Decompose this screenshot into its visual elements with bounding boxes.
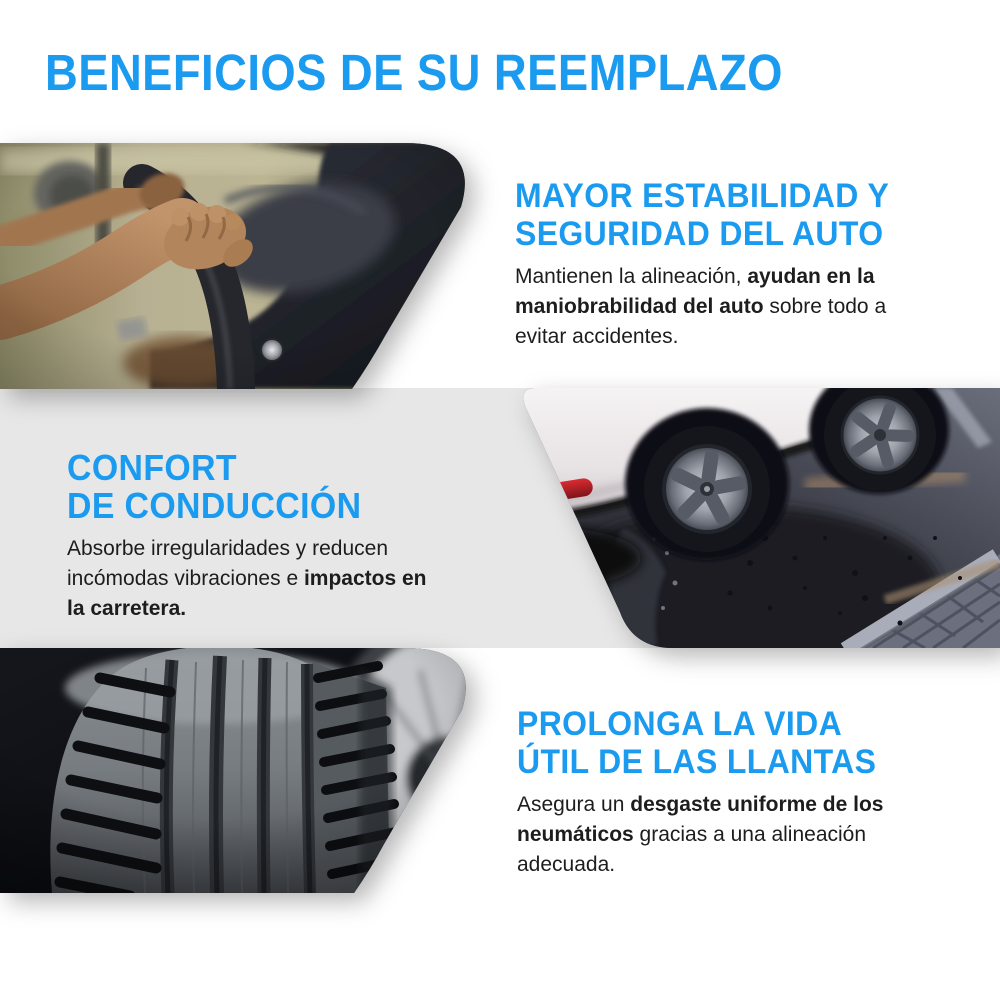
heading-line: CONFORT [67,447,237,488]
section-estabilidad-heading [515,177,893,253]
section-confort-heading [67,449,424,525]
heading-line: DE CONDUCCIÓN [67,485,362,526]
photo-tire-tread [0,648,478,893]
section-confort [67,449,447,624]
heading-line: ÚTIL DE LAS LLANTAS [517,743,877,781]
photo-hands-on-steering-wheel [0,143,478,389]
page-title: BENEFICIOS DE SU REEMPLAZO [45,44,783,101]
heading-line: MAYOR ESTABILIDAD Y [515,177,890,215]
heading-line: SEGURIDAD DEL AUTO [515,215,884,253]
section-estabilidad-body: Mantienen la alineación, ayudan en la maniobrabilidad del auto sobre todo a evitar accidentes. [515,265,887,348]
section-llantas [517,705,919,880]
section-estabilidad [515,177,917,352]
heading-line: PROLONGA LA VIDA [517,705,843,743]
photo-car-wheel-pothole [505,388,1000,648]
section-confort-body: Absorbe irregularidades y reducen incómodas vibraciones e impactos en la carretera. [67,537,427,620]
section-llantas-body: Asegura un desgaste uniforme de los neumáticos gracias a una alineación adecuada. [517,793,884,876]
section-llantas-heading [517,705,895,781]
